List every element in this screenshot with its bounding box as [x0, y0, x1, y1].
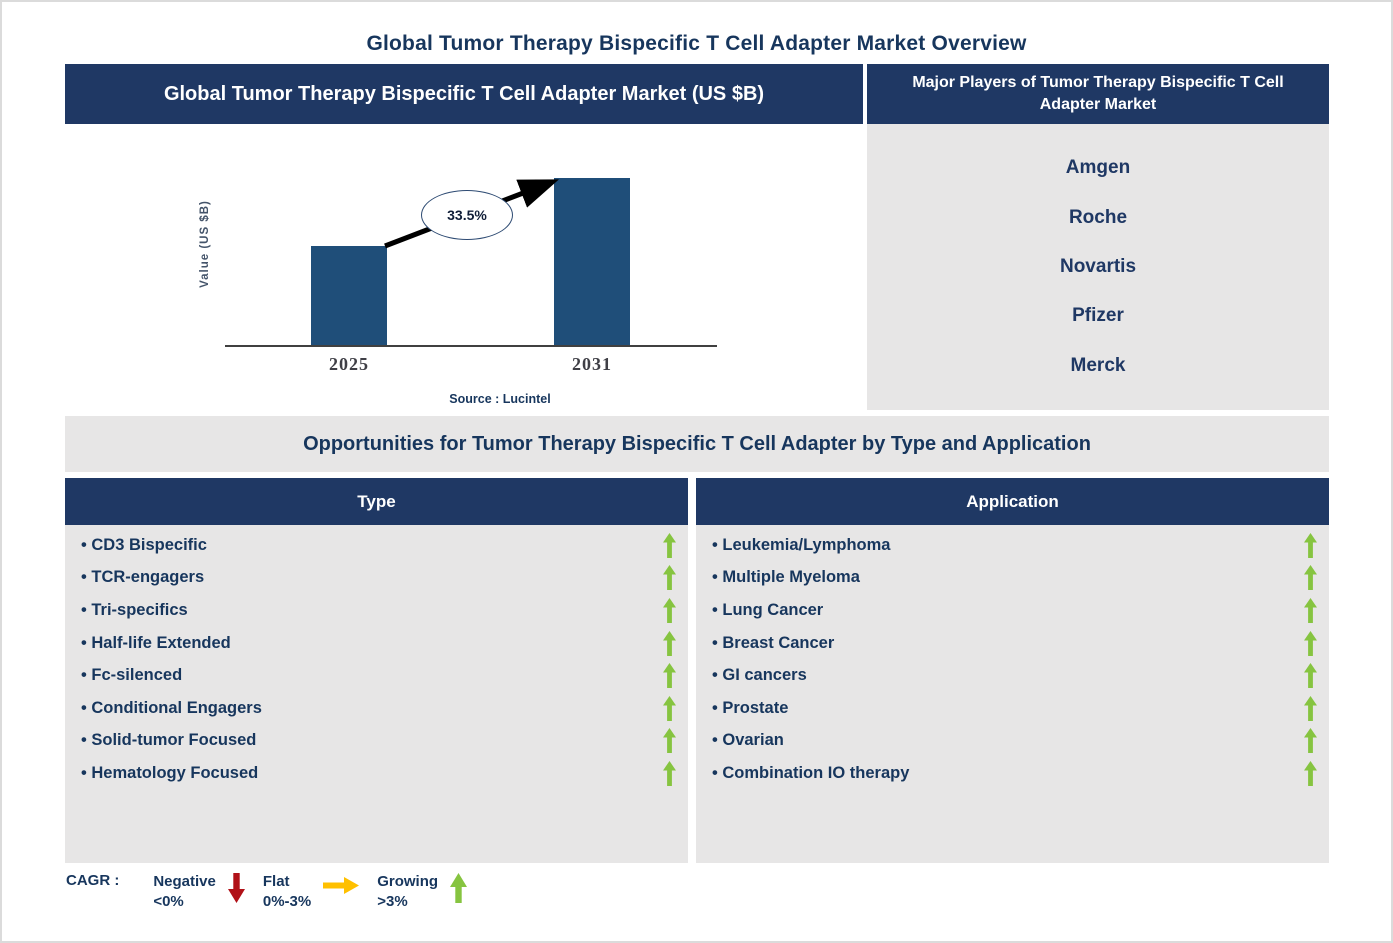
x-tick-2025: 2025 [329, 354, 369, 374]
chart-source: Source : Lucintel [449, 392, 551, 406]
player-name: Roche [1068, 206, 1128, 228]
growth-up-icon [1304, 663, 1317, 688]
growth-up-icon [663, 728, 676, 753]
legend-entry-name: Negative [153, 873, 216, 890]
application-item [696, 692, 1329, 725]
growth-up-icon [663, 631, 676, 656]
bar-chart [65, 124, 863, 410]
growth-up-icon [1304, 565, 1317, 590]
growth-up-icon [663, 696, 676, 721]
application-item [696, 757, 1329, 790]
legend-entry-growing [377, 872, 467, 911]
growth-up-icon [1304, 533, 1317, 558]
type-item-label: • Tri-specifics [81, 601, 188, 620]
legend-entry-name: Growing [377, 873, 439, 890]
growth-up-icon [1304, 598, 1317, 623]
application-item [696, 529, 1329, 562]
application-column-header: Application [696, 478, 1329, 525]
application-list [696, 525, 1329, 863]
growth-up-icon [663, 761, 676, 786]
type-item-label: • Solid-tumor Focused [81, 731, 256, 750]
application-item-label: • GI cancers [712, 666, 807, 685]
application-item-label: • Combination IO therapy [712, 764, 909, 783]
legend-entry-text [263, 872, 311, 911]
application-item [696, 627, 1329, 660]
growth-up-icon [1304, 631, 1317, 656]
growing-up-icon [450, 873, 467, 903]
type-item [65, 757, 688, 790]
growth-up-icon [1304, 728, 1317, 753]
type-item-label: • TCR-engagers [81, 568, 204, 587]
application-item [696, 659, 1329, 692]
opportunities-banner: Opportunities for Tumor Therapy Bispecific T Cell Adapter by Type and Application [65, 416, 1329, 472]
application-item-label: • Ovarian [712, 731, 784, 750]
type-column-header: Type [65, 478, 688, 525]
application-item [696, 725, 1329, 758]
application-item-label: • Breast Cancer [712, 634, 834, 653]
application-item [696, 562, 1329, 595]
type-item [65, 529, 688, 562]
type-item [65, 692, 688, 725]
legend-entry-flat [263, 872, 359, 911]
type-item-label: • Half-life Extended [81, 634, 231, 653]
type-list [65, 525, 688, 863]
application-item [696, 594, 1329, 627]
y-axis-label: Value (US $B) [199, 200, 211, 288]
application-item-label: • Lung Cancer [712, 601, 823, 620]
legend-entry-range: >3% [377, 892, 408, 910]
type-item [65, 594, 688, 627]
type-item [65, 627, 688, 660]
page-title: Global Tumor Therapy Bispecific T Cell Adapter Market Overview [366, 32, 1027, 55]
growth-up-icon [1304, 696, 1317, 721]
player-name: Novartis [1059, 255, 1137, 277]
type-item [65, 659, 688, 692]
player-name: Merck [1070, 354, 1126, 376]
application-item-label: • Prostate [712, 699, 788, 718]
chart-panel-header: Global Tumor Therapy Bispecific T Cell Adapter Market (US $B) [65, 64, 863, 124]
growth-up-icon [663, 533, 676, 558]
cagr-legend-title: CAGR : [66, 872, 120, 889]
legend-entry-range: <0% [153, 892, 184, 910]
player-name: Pfizer [1072, 305, 1124, 327]
cagr-legend [66, 872, 485, 911]
player-name: Amgen [1065, 157, 1131, 179]
growth-trend-arrow [65, 124, 863, 410]
growth-up-icon [1304, 761, 1317, 786]
type-item-label: • Hematology Focused [81, 764, 258, 783]
growth-up-icon [663, 565, 676, 590]
type-item-label: • CD3 Bispecific [81, 536, 207, 555]
x-tick-2031: 2031 [572, 354, 612, 374]
type-item-label: • Conditional Engagers [81, 699, 262, 718]
legend-entry-text [153, 872, 216, 911]
players-panel-header: Major Players of Tumor Therapy Bispecific T Cell Adapter Market [867, 64, 1329, 124]
legend-entry-negative [153, 872, 245, 911]
legend-entry-name: Flat [262, 873, 290, 890]
x-axis-line [225, 345, 717, 347]
growth-up-icon [663, 663, 676, 688]
flat-right-icon [323, 877, 359, 894]
application-item-label: • Leukemia/Lymphoma [712, 536, 890, 555]
legend-entry-text [377, 872, 438, 911]
players-list [867, 124, 1329, 410]
type-item-label: • Fc-silenced [81, 666, 182, 685]
type-item [65, 725, 688, 758]
type-item [65, 562, 688, 595]
negative-down-icon [228, 873, 245, 903]
growth-up-icon [663, 598, 676, 623]
application-item-label: • Multiple Myeloma [712, 568, 860, 587]
legend-entry-range: 0%-3% [262, 892, 312, 910]
cagr-annotation: 33.5% [421, 190, 513, 240]
